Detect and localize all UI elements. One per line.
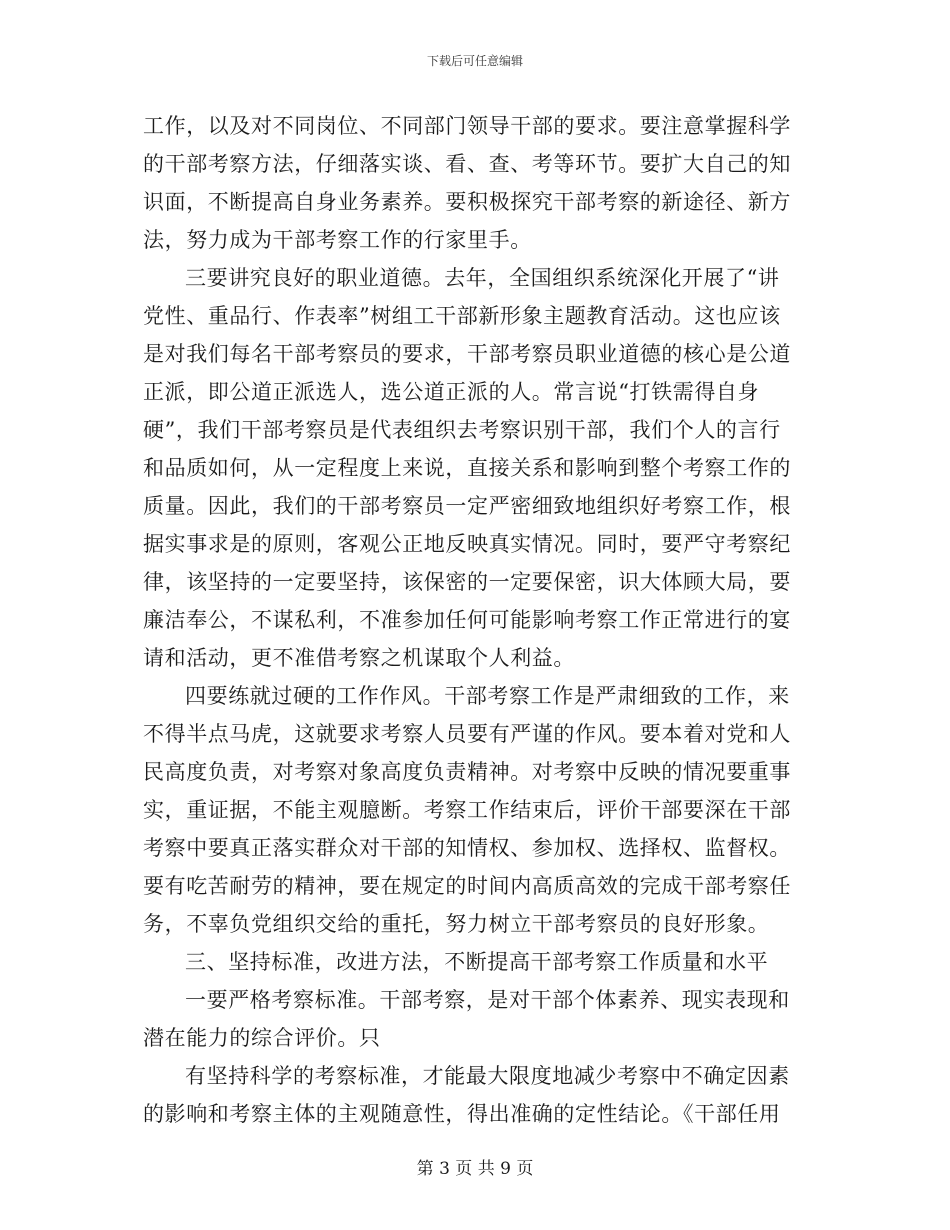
text-line: 有坚持科学的考察标准，才能最大限度地减少考察中不确定因素 — [185, 1064, 790, 1088]
text-line: 和品质如何，从一定程度上来说，直接关系和影响到整个考察工作的 — [143, 456, 791, 480]
text-line: 不得半点马虎，这就要求考察人员要有严谨的作风。要本着对党和人 — [143, 722, 791, 746]
text-line: 的影响和考察主体的主观随意性，得出准确的定性结论。《干部任用 — [143, 1102, 781, 1126]
text-line: 廉洁奉公，不谋私利，不准参加任何可能影响考察工作正常进行的宴 — [143, 608, 791, 632]
page-number-footer: 第 3 页 共 9 页 — [416, 1159, 534, 1179]
text-line: 党性、重品行、作表率”树组工干部新形象主题教育活动。这也应该 — [143, 304, 781, 328]
text-line: 四要练就过硬的工作作风。干部考察工作是严肃细致的工作，来 — [185, 684, 790, 708]
text-line: 要有吃苦耐劳的精神，要在规定的时间内高质高效的完成干部考察任 — [143, 874, 791, 898]
text-line: 实，重证据，不能主观臆断。考察工作结束后，评价干部要深在干部 — [143, 798, 791, 822]
text-line: 法，努力成为干部考察工作的行家里手。 — [143, 228, 532, 252]
text-line: 硬”，我们干部考察员是代表组织去考察识别干部，我们个人的言行 — [143, 418, 781, 442]
text-line: 律，该坚持的一定要坚持，该保密的一定要保密，识大体顾大局，要 — [143, 570, 791, 594]
page-header: 下载后可任意编辑 — [426, 54, 523, 68]
text-line: 潜在能力的综合评价。只 — [143, 1026, 381, 1050]
text-line: 质量。因此，我们的干部考察员一定严密细致地组织好考察工作，根 — [143, 494, 791, 518]
text-line: 三要讲究良好的职业道德。去年，全国组织系统深化开展了“讲 — [185, 266, 780, 290]
section-heading: 三、坚持标准，改进方法，不断提高干部考察工作质量和水平 — [185, 950, 769, 974]
text-line: 请和活动，更不准借考察之机谋取个人利益。 — [143, 646, 575, 670]
text-line: 一要严格考察标准。干部考察，是对干部个体素养、现实表现和 — [185, 988, 790, 1012]
text-line: 是对我们每名干部考察员的要求，干部考察员职业道德的核心是公道 — [143, 342, 791, 366]
text-line: 务，不辜负党组织交给的重托，努力树立干部考察员的良好形象。 — [143, 912, 770, 936]
text-line: 的干部考察方法，仔细落实谈、看、查、考等环节。要扩大自己的知 — [143, 152, 791, 176]
text-line: 考察中要真正落实群众对干部的知情权、参加权、选择权、监督权。 — [143, 836, 791, 860]
text-line: 民高度负责，对考察对象高度负责精神。对考察中反映的情况要重事 — [143, 760, 791, 784]
text-line: 据实事求是的原则，客观公正地反映真实情况。同时，要严守考察纪 — [143, 532, 791, 556]
text-line: 正派，即公道正派选人，选公道正派的人。常言说“打铁需得自身 — [143, 380, 760, 404]
text-line: 识面，不断提高自身业务素养。要积极探究干部考察的新途径、新方 — [143, 190, 791, 214]
text-line: 工作，以及对不同岗位、不同部门领导干部的要求。要注意掌握科学 — [143, 114, 791, 138]
